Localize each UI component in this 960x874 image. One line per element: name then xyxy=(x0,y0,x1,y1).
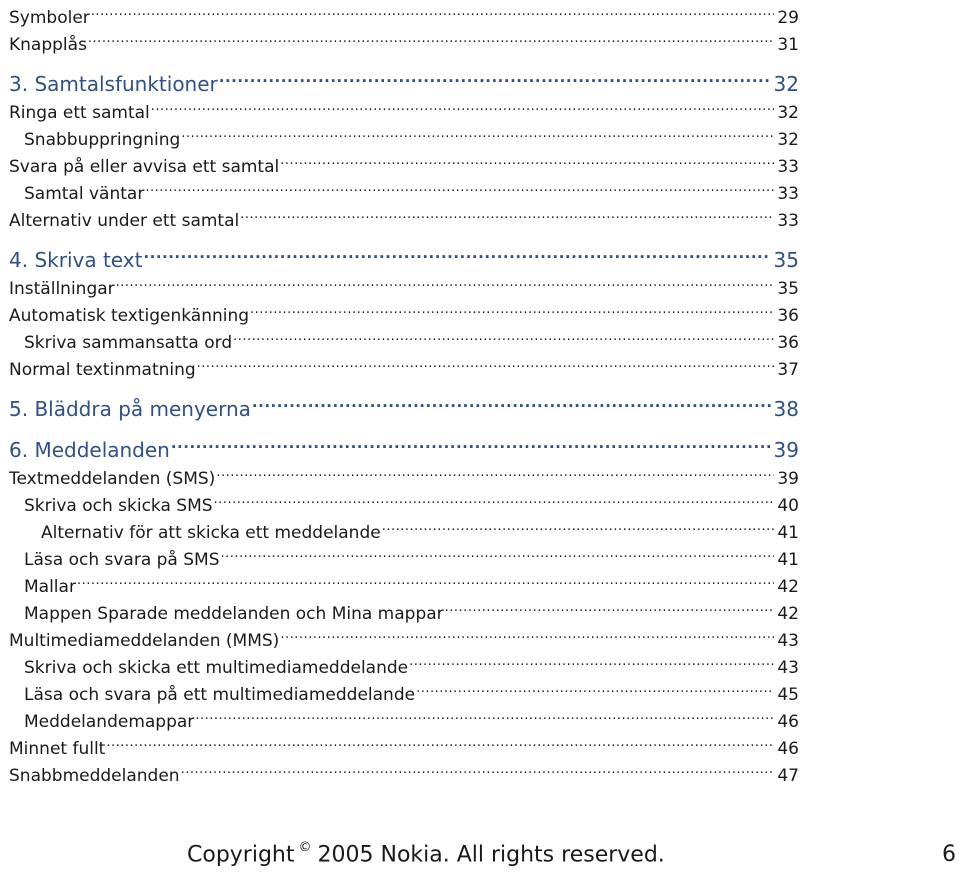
toc-entry[interactable] xyxy=(9,267,799,299)
dot-leader xyxy=(240,199,774,226)
dot-leader xyxy=(416,673,774,700)
dot-leader xyxy=(216,457,774,484)
toc-entry-page: 35 xyxy=(777,279,799,299)
toc-entry-title: Läsa och svara på ett multimediameddelande xyxy=(24,685,416,705)
copyright-symbol: © xyxy=(298,840,312,855)
dot-leader xyxy=(445,592,775,619)
toc-chapter-heading[interactable] xyxy=(9,239,799,272)
dot-leader xyxy=(88,23,774,50)
toc-entry-title: Ringa ett samtal xyxy=(9,103,150,123)
toc-entry-title: Multimediameddelanden (MMS) xyxy=(9,631,280,651)
toc-entry-page: 45 xyxy=(777,685,799,705)
copyright-footer xyxy=(187,842,665,867)
toc-entry-page: 36 xyxy=(777,333,799,353)
toc-entry-title: Alternativ under ett samtal xyxy=(9,211,240,231)
toc-entry[interactable] xyxy=(9,592,799,624)
toc-entry-title: Knapplås xyxy=(9,35,87,55)
toc-entry[interactable] xyxy=(9,294,799,326)
toc-entry[interactable] xyxy=(9,23,799,55)
toc-entry[interactable] xyxy=(9,565,799,597)
toc-entry-title: Textmeddelanden (SMS) xyxy=(9,469,216,489)
toc-entry-page: 35 xyxy=(773,248,799,272)
toc-entry[interactable] xyxy=(9,727,799,759)
dot-leader xyxy=(280,145,774,172)
toc-entry-page: 46 xyxy=(777,739,799,759)
copyright-text: 2005 Nokia. All rights reserved. xyxy=(317,842,665,868)
dot-leader xyxy=(171,429,771,457)
dot-leader xyxy=(145,172,774,199)
dot-leader xyxy=(197,348,775,375)
toc-entry-title: Automatisk textigenkänning xyxy=(9,306,250,326)
dot-leader xyxy=(77,565,774,592)
toc-entry-title: Symboler xyxy=(9,8,90,28)
toc-entry-title: Normal textinmatning xyxy=(9,360,196,380)
toc-entry-title: 4. Skriva text xyxy=(9,248,143,272)
toc-entry-title: Skriva sammansatta ord xyxy=(24,333,233,353)
toc-entry[interactable] xyxy=(9,754,799,786)
toc-entry-title: Mallar xyxy=(24,577,76,597)
toc-chapter-heading[interactable] xyxy=(9,388,799,421)
toc-entry-page: 39 xyxy=(773,438,799,462)
toc-entry-page: 32 xyxy=(777,103,799,123)
toc-entry-page: 32 xyxy=(777,130,799,150)
toc-entry-title: Skriva och skicka ett multimediameddelande xyxy=(24,658,409,678)
page-number: 6 xyxy=(942,842,956,867)
copyright-prefix: Copyright xyxy=(187,842,295,868)
toc-entry-page: 40 xyxy=(777,496,799,516)
dot-leader xyxy=(106,727,774,754)
toc-entry-title: Snabbmeddelanden xyxy=(9,766,180,786)
toc-entry-title: 3. Samtalsfunktioner xyxy=(9,72,218,96)
toc-entry-page: 42 xyxy=(777,577,799,597)
dot-leader xyxy=(221,538,775,565)
toc-entry-title: 6. Meddelanden xyxy=(9,438,170,462)
toc-entry-page: 37 xyxy=(777,360,799,380)
dot-leader xyxy=(409,646,774,673)
toc-entry-title: Samtal väntar xyxy=(24,184,145,204)
toc-entry-page: 33 xyxy=(777,211,799,231)
dot-leader xyxy=(219,63,771,91)
toc-entry-title: Läsa och svara på SMS xyxy=(24,550,220,570)
toc-entry-page: 42 xyxy=(777,604,799,624)
dot-leader xyxy=(382,511,775,538)
toc-entry-page: 39 xyxy=(777,469,799,489)
toc-entry-title: Minnet fullt xyxy=(9,739,106,759)
dot-leader xyxy=(214,484,775,511)
dot-leader xyxy=(181,754,775,781)
toc-entry-title: Svara på eller avvisa ett samtal xyxy=(9,157,280,177)
toc-entry-page: 47 xyxy=(777,766,799,786)
toc-entry-page: 43 xyxy=(777,631,799,651)
toc-entry-page: 32 xyxy=(773,72,799,96)
toc-entry-page: 29 xyxy=(777,8,799,28)
dot-leader xyxy=(151,91,775,118)
toc-entry-page: 41 xyxy=(777,550,799,570)
toc-entry-page: 31 xyxy=(777,35,799,55)
dot-leader xyxy=(91,0,775,23)
toc-entry-title: Skriva och skicka SMS xyxy=(24,496,213,516)
toc-entry-title: Snabbuppringning xyxy=(24,130,181,150)
toc-entry-title: Meddelandemappar xyxy=(24,712,195,732)
dot-leader xyxy=(252,388,771,416)
toc-entry-page: 33 xyxy=(777,157,799,177)
dot-leader xyxy=(280,619,774,646)
dot-leader xyxy=(143,239,770,267)
toc-entry-title: Mappen Sparade meddelanden och Mina mappar xyxy=(24,604,444,624)
toc-entry[interactable] xyxy=(9,0,799,28)
toc-entry-page: 43 xyxy=(777,658,799,678)
toc-entry-page: 46 xyxy=(777,712,799,732)
toc-entry-page: 33 xyxy=(777,184,799,204)
dot-leader xyxy=(233,321,774,348)
dot-leader xyxy=(250,294,774,321)
table-of-contents xyxy=(9,0,799,786)
toc-entry-title: Alternativ för att skicka ett meddelande xyxy=(41,523,381,543)
toc-entry-title: 5. Bläddra på menyerna xyxy=(9,397,251,421)
toc-entry-page: 38 xyxy=(773,397,799,421)
toc-entry-page: 41 xyxy=(777,523,799,543)
dot-leader xyxy=(195,700,774,727)
toc-entry-page: 36 xyxy=(777,306,799,326)
toc-entry-title: Inställningar xyxy=(9,279,115,299)
dot-leader xyxy=(116,267,775,294)
toc-chapter-heading[interactable] xyxy=(9,63,799,96)
dot-leader xyxy=(181,118,774,145)
toc-chapter-heading[interactable] xyxy=(9,429,799,462)
